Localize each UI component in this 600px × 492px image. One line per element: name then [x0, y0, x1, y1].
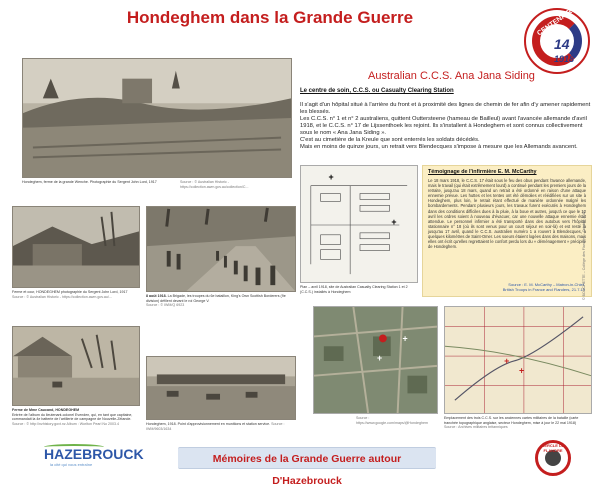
badge-label: CENTENAIRE [536, 5, 578, 38]
vertical-credit: © BOUCHETTE – Collège des Flandres – Octobre 2018 [582, 210, 586, 300]
photo-ammunition-point [146, 356, 296, 420]
photo-caption: Hondeghem, 1918. Point d'approvisionnement en munitions et station service. Source : IWM/9603/1634 [146, 422, 285, 431]
photo-farm-courtyard [12, 206, 140, 288]
photo-caption: Ferme et cour, HONDEGHEM photographie du Sergent John Lord, 1917 Source : © Australian Historic - https://collection.awm.gov.au/... [12, 290, 128, 299]
paragraph: Il s'agit d'un hôpital situé à l'arrière du front et à proximité des lignes de chemin de fer afin d'y amener rapidement les blessés. [300, 102, 591, 115]
svg-text:+: + [328, 171, 334, 182]
paragraph: C'est au cimetière de la Kreule que sont enterrés les soldats décédés. [300, 137, 480, 143]
cercle-flandre-logo: CERCLE DE FLANDRE [535, 440, 577, 476]
footer-banner: Mémoires de la Grande Guerre autour D'Hazebrouck [178, 447, 436, 469]
section-title: Australian C.C.S. Ana Jana Siding [368, 70, 535, 82]
page-title: Hondeghem dans la Grande Guerre [126, 8, 414, 27]
svg-text:+: + [402, 333, 408, 344]
hazebrouck-logo: HAZEBROUCK la cité qui vous entraîne [44, 446, 144, 467]
map-caption: Plan – avril 1918, site de Australian Casualty Clearing Station 1 et 2 (C.C.S.) installés à Hondeghem [300, 285, 408, 294]
photo-caption: Ferme de Mme Caucand, HONDEGHEM Entrée de l'album du lieutenant-colonel Evenden, qui, en tant que capitaine, commandait la 4e batterie de l'artillerie de campagne de Nouvelle-Zélande. Source : © http://nzhistory.govt.nz Album : Worlton Pearl No 2003.4 [12, 408, 133, 426]
svg-text:+: + [518, 365, 525, 376]
trench-map [444, 306, 592, 414]
paragraph: Les C.C.S. n° 1 et n° 2 australiens, quittent Outtersteene (hameau de Bailleul) avant l'avancée allemande d'avril 1918, et le C.C.S. n° 17 de Lijssenthoek les rejoint. Ils s'installent à Hondeghem et sont connus collectivement sous le nom « Ana Jana Siding ». [300, 116, 587, 136]
aerial-photo-map [313, 306, 438, 414]
testimony-body: Le 18 mars 1918, le C.C.S. 17 était sous le feu des obus pendant l'avance allemande, mais le travail (qui était extrêmement lourd) a continué pendant les premiers jours de la retraite, jusqu'au 18 mars, quand un retrait a été ordonné en raison d'une attaque ennemie prévue. Les huttes et les tentes ont été démolies et réédifiées sur un site à Hondeghem, plus loin, le retrait étant effectué de manière ordonnée malgré les bombardements. Pendant plusieurs jours, les travaux furent exécutés à Hondeghem dans des conditions difficiles dues à la pluie, à la boue et autres, jusqu'à ce que le 12 avril les ordres soient à nouveau d'évacuer, car une nouvelle attaque ennemie était attendue. Le personnel infirmier a été transporté dans des autobus vers l'hôpital stationnaire n° 18 (où ils sont venus pour un court séjour en soir-là) et est resté là jusqu'au 17 avril, quand le C.C.S. australien numéro 1 a rouvert à Blendecques, à quelques kilomètres de Saint-Omer. Les soeurs étaient logées dans des maisons, mais elles ont écrit qu'elles regrettaient le confort perdu lors du « déménagement » précipité de Hondeghem. [428, 178, 586, 250]
photo-troops-marching [146, 206, 296, 292]
photo-caucand-farm [12, 326, 140, 406]
testimony-source: Source : E. M. McCarthy – Matron-in-Chief, British Troops in France and Flanders, 21.7.19 [502, 282, 585, 292]
paragraph: Mais en moins de quinze jours, un retrait vers Blendecques s'impose à mesure que les Allemands avancent. [300, 144, 578, 150]
photo-caption: 8 août 1918. La Brigade, les troupes du 6e bataillon, King's Own Scottish Borderers (9e division) défilent devant le roi George V. Source : © IWM/Q 6923 [146, 294, 286, 308]
photo-farm-landscape [22, 58, 292, 178]
badge-years: 14 1918 [554, 36, 575, 64]
map-caption: Emplacement des trois C.C.S. sur les anciennes cartes militaires de la bataille (carte tranchée topographique anglaise, secteur Hondeghem, mise à jour le 22 mai 1918) Source : Archives militaires britanniques [444, 416, 579, 430]
section-body [300, 102, 592, 151]
centenary-badge-icon [524, 5, 590, 74]
svg-text:+: + [504, 355, 510, 366]
testimony-title: Témoignage de l'infirmière E. M. McCarthy [428, 169, 537, 175]
svg-text:+: + [376, 352, 383, 363]
photo-source: Source : © Australian Historic - https://collection.awm.gov.au/collection/C... [180, 180, 249, 189]
map-caption: Source : https://www.google.com/maps/@Hondeghem [356, 416, 428, 425]
nurse-testimony-box [422, 165, 592, 297]
photo-caption: Hondeghem, ferme de la grande Wenche. Photographie du Sergent John Lord, 1917 [22, 180, 157, 184]
svg-text:+: + [391, 216, 397, 227]
site-plan-map [300, 165, 418, 283]
section-subtitle: Le centre de soin, C.C.S. ou Casualty Clearing Station [300, 88, 454, 94]
